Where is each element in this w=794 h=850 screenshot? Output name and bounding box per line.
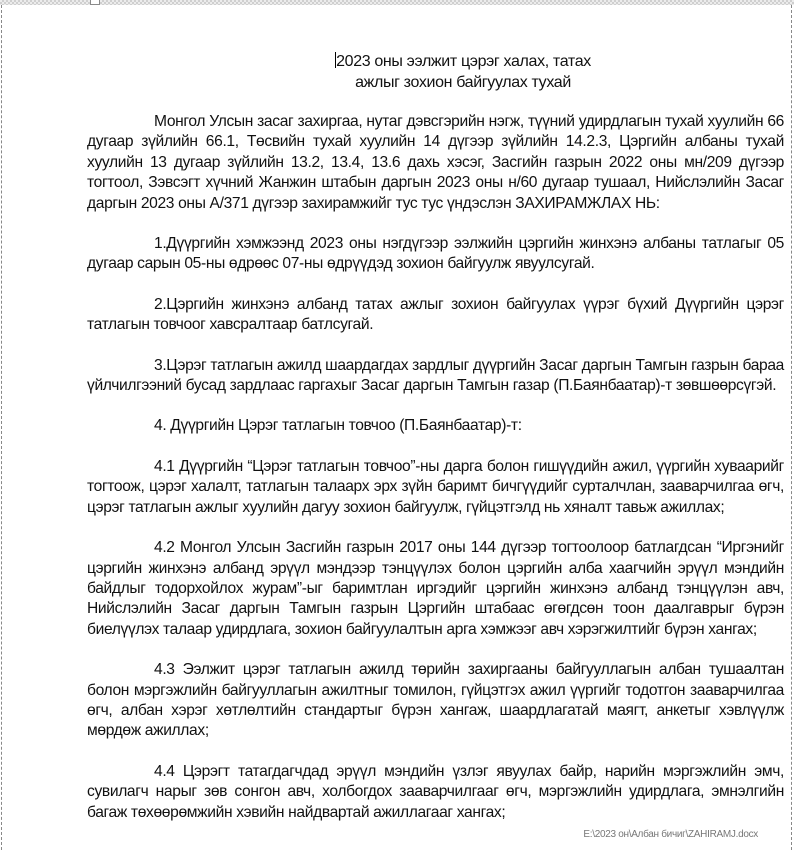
document-title <box>87 52 784 93</box>
document-body[interactable] <box>87 52 784 823</box>
preamble-paragraph: Монгол Улсын засаг захиргаа, нутаг дэвсгэрийн нэгж, түүний удирдлагын тухай хуулийн 66 дугаар зүйлийн 66.1, Төсвийн тухай хуулийн 14 дүгээр зүйлийн 14.2.3, Цэргийн албаны тухай хуулийн 13 дугаар зүйлийн 13.2, 13.4, 13.6 дахь хэсэг, Засгийн газрын 2022 оны мн/209 дүгээр тогтоол, Зэвсэгт хүчний Жанжин штабын даргын 2023 оны н/60 дугаар тушаал, Нийслэлийн Засаг даргын 2023 оны А/371 дүгээр захирамжийг тус тус үндэслэн ЗАХИРАМЖЛАХ НЬ: <box>87 113 784 212</box>
item-4-1-paragraph: 4.1 Дүүргийн “Цэрэг татлагын товчоо”-ны дарга болон гишүүдийн ажил, үүргийн хуваарийг тогтоож, цэрэг халалт, татлагын талаарх эрх зүйн баримт бичгүүдийг сурталчлан, зааварчилгаа өгч, цэрэг татлагын ажлыг хуулийн дагуу зохион байгуулж, гүйцэтгэлд нь хяналт тавьж ажиллах; <box>87 457 784 516</box>
page-left-border <box>1 5 3 850</box>
title-line-2: ажлыг зохион байгуулах тухай <box>355 73 571 91</box>
file-path-footer: E:\2023 он\Албан бичиг\ZAHIRAMJ.docx <box>583 829 758 840</box>
item-4-4-paragraph: 4.4 Цэрэгт татагдагчдад эрүүл мэндийн үзлэг явуулах байр, нарийн мэргэжлийн эмч, сувилагч нарыг зөв сонгон авч, холбогдох зааварчилгааг өгч, мэргэжлийн удирдлага, эмнэлгийн багаж төхөөрөмжийн хэвийн найдвартай ажиллагааг хангах; <box>87 762 784 821</box>
item-4-paragraph: 4. Дүүргийн Цэрэг татлагын товчоо (П.Баянбаатар)-т: <box>154 417 522 435</box>
item-1-paragraph: 1.Дүүргийн хэмжээнд 2023 оны нэгдүгээр ээлжийн цэргийн жинхэнэ албаны татлагыг 05 дугаар сарын 05-ны өдрөөс 07-ны өдрүүдэд зохион байгуулж явуулсугай. <box>87 235 784 273</box>
item-4-2-paragraph: 4.2 Монгол Улсын Засгийн газрын 2017 оны 144 дүгээр тогтоолоор батлагдсан “Иргэнийг цэргийн жинхэнэ албанд эрүүл мэндээр тэнцүүлэх болон цэргийн алба хаагчийн эрүүл мэндийн байдлыг тодорхойлох журам”-ыг баримтлан иргэдийг цэргийн жинхэнэ албанд тэнцүүлэн авч, Нийслэлийн Засаг даргын Тамгын газрын Цэргийн штабаас өгөгдсөн тоон даалгаврыг бүрэн биелүүлэх талаар удирдлага, зохион байгуулалтын арга хэмжээг авч хэрэгжилтийг бүрэн хангах; <box>87 539 784 638</box>
item-2-paragraph: 2.Цэргийн жинхэнэ албанд татах ажлыг зохион байгуулах үүрэг бүхий Дүүргийн цэрэг татлагын товчоог хавсралтаар батлсугай. <box>87 295 784 334</box>
page-right-border <box>791 5 793 850</box>
page-top-edge <box>0 0 794 5</box>
item-4-3-paragraph: 4.3 Ээлжит цэрэг татлагын ажилд төрийн захиргааны байгууллагын албан тушаалтан болон мэргэжлийн байгууллагын ажилтныг томилон, гүйцэтгэх ажил үүргийг тодотгон зааварчилгаа өгч, албан хэрэг хөтлөлтийн стандартыг бүрэн хангаж, шаардлагатай маягт, анкетыг хэвлүүлж мөрдөж ажиллах; <box>87 661 784 740</box>
page-resize-handle[interactable] <box>90 0 100 5</box>
title-line-1: 2023 оны ээлжит цэрэг халах, татах <box>336 53 591 70</box>
item-3-paragraph: 3.Цэрэг татлагын ажилд шаардагдах зардлыг дүүргийн Засаг даргын Тамгын газрын бараа үйлчилгээний бусад зардлаас гаргахыг Засаг даргын Тамгын газар (П.Баянбаатар)-т зөвшөөрсүгэй. <box>87 356 784 395</box>
